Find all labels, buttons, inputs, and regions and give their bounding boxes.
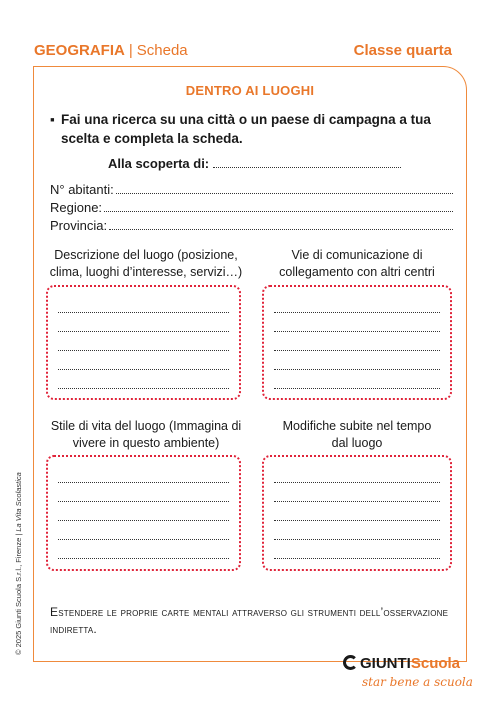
answer-line[interactable] — [274, 502, 440, 521]
answer-line[interactable] — [274, 351, 440, 370]
answer-line[interactable] — [58, 351, 229, 370]
scoperta-field[interactable] — [108, 155, 401, 171]
brand-name-a: GIUNTI — [360, 655, 411, 672]
answer-line[interactable] — [58, 313, 229, 332]
header-divider: | — [128, 42, 133, 59]
answer-line[interactable] — [58, 502, 229, 521]
field-label: N° abitanti: — [50, 182, 114, 197]
field-label: Regione: — [50, 200, 103, 215]
regione-field[interactable] — [50, 200, 453, 215]
grade-label: Classe quarta — [353, 42, 452, 59]
answer-line[interactable] — [58, 521, 229, 540]
answer-line[interactable] — [58, 370, 229, 389]
answer-box-vie[interactable] — [262, 285, 452, 400]
answer-box-modifiche[interactable] — [262, 455, 452, 571]
answer-line[interactable] — [274, 313, 440, 332]
field-blank[interactable] — [109, 218, 453, 230]
answer-line[interactable] — [274, 294, 440, 313]
instruction-text: Fai una ricerca su una città o un paese di campagna a tua scelta e completa la scheda. — [61, 112, 431, 146]
answer-line[interactable] — [58, 540, 229, 559]
answer-line[interactable] — [58, 332, 229, 351]
copyright-text: © 2025 Giunti Scuola S.r.l., Firenze | — [14, 531, 23, 655]
scoperta-label: Alla scoperta di: — [108, 156, 210, 171]
answer-line[interactable] — [274, 540, 440, 559]
answer-line[interactable] — [274, 464, 440, 483]
header-subject — [34, 42, 188, 59]
bullet-icon: ▪ — [50, 112, 55, 127]
answer-line[interactable] — [58, 483, 229, 502]
giunti-logo — [343, 655, 460, 673]
answer-box-descrizione[interactable] — [46, 285, 241, 400]
field-blank[interactable] — [104, 200, 453, 212]
provincia-field[interactable] — [50, 218, 453, 233]
scoperta-blank[interactable] — [213, 155, 401, 168]
answer-line[interactable] — [274, 332, 440, 351]
magazine-name: La Vita Scolastica — [14, 472, 23, 532]
brand-tagline: star bene a scuola — [362, 675, 473, 689]
answer-box-stile[interactable] — [46, 455, 241, 571]
answer-line[interactable] — [274, 521, 440, 540]
learning-objective: Estendere le proprie carte mentali attraverso gli strumenti dell’osservazione indiretta. — [50, 605, 449, 636]
section-heading-stile: Stile di vita del luogo (Immagina di vivere in questo ambiente) — [50, 419, 242, 450]
answer-line[interactable] — [58, 464, 229, 483]
answer-line[interactable] — [274, 483, 440, 502]
subject-label: GEOGRAFIA — [34, 42, 125, 59]
copyright-note — [14, 472, 23, 655]
section-heading-vie: Vie di comunicazione di collegamento con altri centri — [279, 248, 435, 279]
abitanti-field[interactable] — [50, 182, 453, 197]
section-heading-descrizione: Descrizione del luogo (posizione, clima, luoghi d’interesse, servizi…) — [49, 248, 243, 279]
kind-label: Scheda — [136, 42, 188, 59]
section-heading-modifiche: Modifiche subite nel tempo dal luogo — [282, 419, 432, 450]
brand-name-b: Scuola — [410, 655, 461, 672]
instruction — [50, 110, 460, 148]
worksheet-title: DENTRO AI LUOGHI — [185, 83, 315, 98]
answer-line[interactable] — [58, 294, 229, 313]
answer-line[interactable] — [274, 370, 440, 389]
field-blank[interactable] — [116, 182, 453, 194]
giunti-g-icon — [343, 655, 358, 670]
field-label: Provincia: — [50, 218, 108, 233]
